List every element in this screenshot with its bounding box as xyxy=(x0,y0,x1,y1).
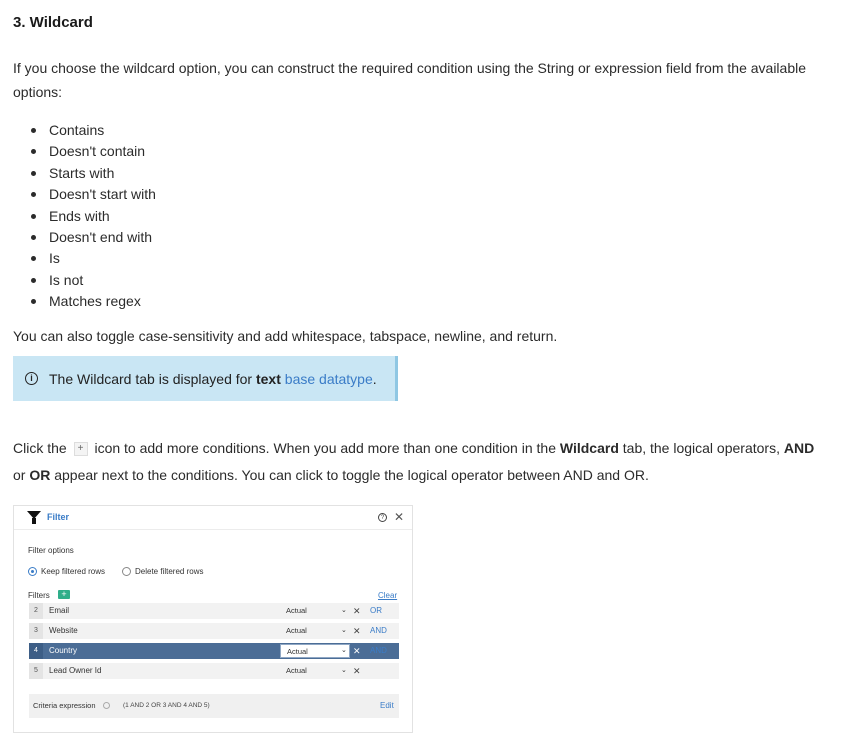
base-datatype-link[interactable]: base datatype xyxy=(284,370,373,387)
list-item: Starts with xyxy=(31,163,156,184)
filter-icon-stem xyxy=(32,518,36,524)
criteria-expression: (1 AND 2 OR 3 AND 4 AND 5) xyxy=(123,702,210,709)
filters-label: Filters xyxy=(28,591,50,600)
text-span: appear next to the conditions. You can click to toggle the logical operator between AND and OR. xyxy=(50,467,649,483)
intro-paragraph: If you choose the wildcard option, you can construct the required condition using the String or expression field from the available options: xyxy=(13,60,807,100)
text-span: Click the xyxy=(13,440,67,456)
list-item: Doesn't contain xyxy=(31,141,156,162)
info-note xyxy=(13,356,398,401)
help-icon[interactable]: ? xyxy=(378,513,387,522)
list-item: Ends with xyxy=(31,206,156,227)
click-paragraph xyxy=(13,435,823,489)
list-item: Doesn't start with xyxy=(31,184,156,205)
remove-icon[interactable]: ✕ xyxy=(353,626,361,636)
text-span: or xyxy=(13,467,30,483)
value-select[interactable]: Actual xyxy=(286,606,307,615)
info-icon: i xyxy=(25,372,38,385)
logical-operator-toggle[interactable]: AND xyxy=(370,646,387,655)
table-row-selected[interactable] xyxy=(29,643,399,659)
keep-rows-label: Keep filtered rows xyxy=(41,567,106,576)
table-row[interactable] xyxy=(29,623,399,639)
row-number: 5 xyxy=(29,663,43,679)
bold-text: OR xyxy=(29,467,51,483)
filter-dialog xyxy=(13,505,413,733)
note-suffix: . xyxy=(372,370,377,387)
list-item: Matches regex xyxy=(31,291,156,312)
value-select[interactable]: Actual xyxy=(286,626,307,635)
logical-operator-toggle[interactable]: OR xyxy=(370,606,382,615)
dialog-header xyxy=(14,506,412,530)
delete-rows-radio[interactable] xyxy=(122,567,131,576)
text-span: tab, the logical operators, xyxy=(618,440,784,456)
row-number: 3 xyxy=(29,623,43,639)
value-select[interactable]: Actual xyxy=(280,644,350,658)
add-filter-button[interactable]: + xyxy=(58,590,70,599)
plus-icon: + xyxy=(74,442,88,456)
criteria-expression-bar xyxy=(29,694,399,718)
row-number: 4 xyxy=(29,643,43,659)
remove-icon[interactable]: ✕ xyxy=(353,666,361,676)
value-select[interactable]: Actual xyxy=(286,666,307,675)
wildcard-options-list xyxy=(31,120,156,313)
table-row[interactable] xyxy=(29,663,399,679)
section-heading: 3. Wildcard xyxy=(13,14,93,31)
column-name: Country xyxy=(49,646,78,655)
info-icon xyxy=(103,702,110,709)
column-name: Website xyxy=(49,626,78,635)
edit-link[interactable]: Edit xyxy=(380,701,394,710)
bold-text: Wildcard xyxy=(559,440,619,456)
filter-options-label: Filter options xyxy=(28,546,74,555)
note-bold: text xyxy=(255,370,281,387)
row-number: 2 xyxy=(29,603,43,619)
list-item: Is xyxy=(31,248,156,269)
keep-rows-radio[interactable] xyxy=(28,567,37,576)
chevron-down-icon[interactable]: ⌄ xyxy=(341,647,347,654)
bold-text: AND xyxy=(783,440,815,456)
text-span: icon to add more conditions. When you add more than one condition in the xyxy=(94,440,560,456)
list-item: Is not xyxy=(31,270,156,291)
chevron-down-icon[interactable]: ⌄ xyxy=(341,627,347,634)
dialog-title: Filter xyxy=(47,512,70,522)
list-item: Doesn't end with xyxy=(31,227,156,248)
toggle-paragraph: You can also toggle case-sensitivity and add whitespace, tabspace, newline, and return. xyxy=(13,328,558,344)
clear-link[interactable]: Clear xyxy=(378,591,398,600)
column-name: Lead Owner Id xyxy=(49,666,102,675)
delete-rows-label: Delete filtered rows xyxy=(135,567,204,576)
table-row[interactable] xyxy=(29,603,399,619)
logical-operator-toggle[interactable]: AND xyxy=(370,626,387,635)
close-icon[interactable]: ✕ xyxy=(394,510,405,524)
criteria-label: Criteria expression xyxy=(33,701,96,710)
remove-icon[interactable]: ✕ xyxy=(353,606,361,616)
list-item: Contains xyxy=(31,120,156,141)
note-prefix: The Wildcard tab is displayed for xyxy=(49,370,256,387)
chevron-down-icon[interactable]: ⌄ xyxy=(341,607,347,614)
remove-icon[interactable]: ✕ xyxy=(353,646,361,656)
chevron-down-icon[interactable]: ⌄ xyxy=(341,667,347,674)
note-text xyxy=(49,371,377,387)
column-name: Email xyxy=(49,606,70,615)
